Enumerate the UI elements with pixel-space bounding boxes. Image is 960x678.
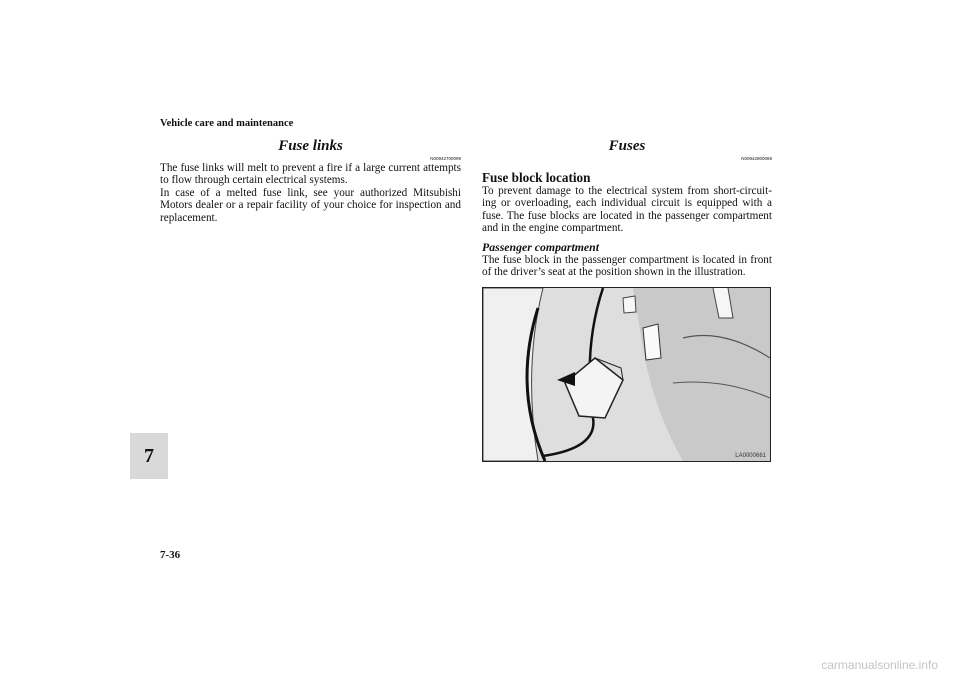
fuse-links-title: Fuse links: [278, 138, 343, 154]
section-header: Vehicle care and maintenance: [160, 118, 294, 129]
fuse-links-paragraph-1: The fuse links will melt to prevent a fire if a large current attempts to flow through certain electrical systems.: [160, 162, 461, 187]
fuses-title: Fuses: [608, 138, 646, 154]
passenger-compartment-paragraph: The fuse block in the passenger compartment is located in front of the driver’s seat at the position shown in the illustration.: [482, 253, 772, 279]
watermark[interactable]: carmanualsonline.info: [821, 658, 938, 672]
fuse-block-location-paragraph: To prevent damage to the electrical system from short-circuit-ing or overloading, each individual circuit is equipped with a fuse. The fuse blocks are located in the passenger compartment and in the engine compartment.: [482, 185, 772, 235]
fuses-code: N00942800069: [741, 156, 772, 161]
fuse-block-illustration: [482, 287, 771, 462]
fuse-block-location-heading: Fuse block location: [482, 170, 591, 185]
figure-code: LA0000661: [735, 453, 766, 459]
fuse-links-code: N00942700099: [430, 156, 461, 161]
right-column: [482, 137, 772, 278]
fuse-links-paragraph-2: In case of a melted fuse link, see your authorized Mitsubishi Motors dealer or a repair facility of your choice for inspection and replacement.: [160, 186, 461, 224]
chapter-tab: 7: [130, 433, 168, 479]
illustration-drawing: [483, 288, 770, 461]
page-number: 7-36: [160, 549, 181, 561]
passenger-compartment-heading: Passenger compartment: [482, 239, 599, 254]
left-column: [160, 137, 461, 224]
